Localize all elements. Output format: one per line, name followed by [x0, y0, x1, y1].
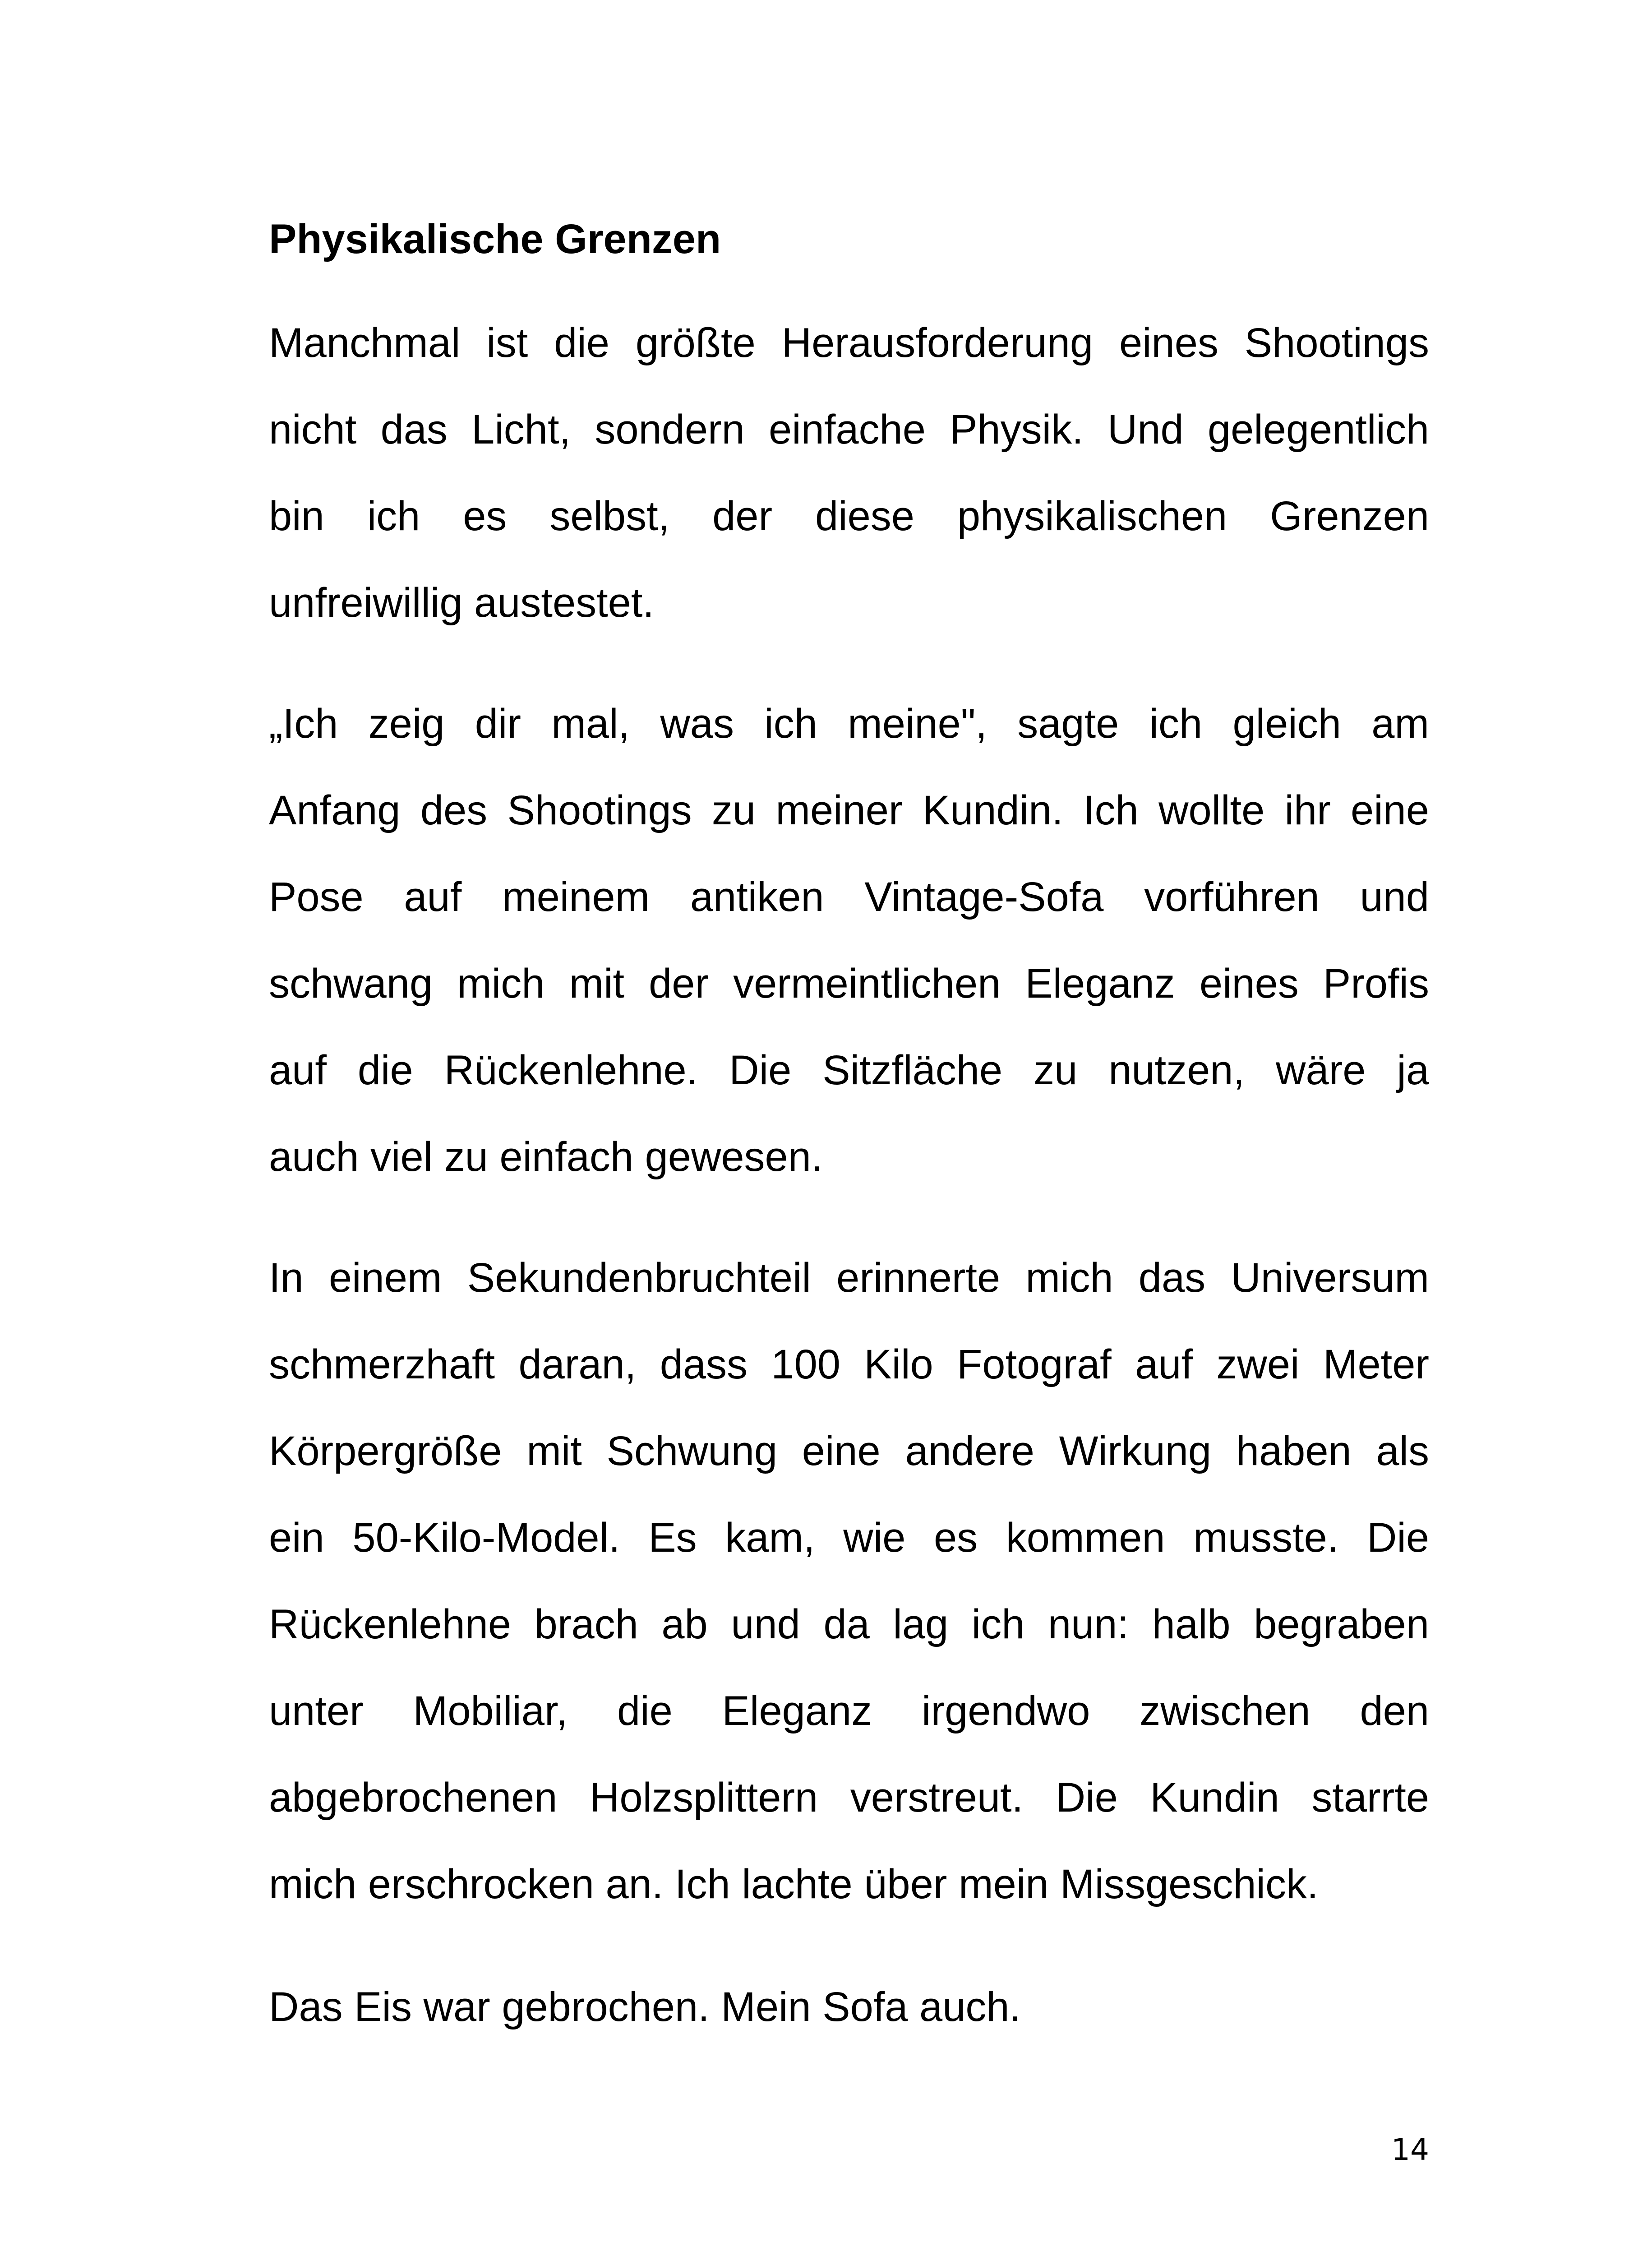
text-line: ein 50-Kilo-Model. Es kam, wie es kommen musste. Die — [269, 1515, 1429, 1561]
page-number: 14 — [1391, 2132, 1429, 2167]
text-line: „Ich zeig dir mal, was ich meine", sagte ich gleich am — [269, 701, 1429, 747]
text-line: Das Eis war gebrochen. Mein Sofa auch. — [269, 1984, 1021, 2030]
text-line: bin ich es selbst, der diese physikalischen Grenzen — [269, 493, 1429, 539]
paragraph — [269, 300, 1429, 646]
text-line: In einem Sekundenbruchteil erinnerte mich das Universum — [269, 1255, 1429, 1301]
text-line: Pose auf meinem antiken Vintage-Sofa vorführen und — [269, 874, 1429, 920]
text-line: Rückenlehne brach ab und da lag ich nun: halb begraben — [269, 1601, 1429, 1647]
text-line: unfreiwillig austestet. — [269, 580, 654, 626]
paragraph — [269, 680, 1429, 1200]
text-line: Manchmal ist die größte Herausforderung eines Shootings — [269, 320, 1429, 366]
text-line: Anfang des Shootings zu meiner Kundin. Ich wollte ihr eine — [269, 787, 1429, 833]
text-line: mich erschrocken an. Ich lachte über mein Missgeschick. — [269, 1861, 1319, 1907]
paragraph — [269, 1234, 1429, 1928]
text-line: nicht das Licht, sondern einfache Physik. Und gelegentlich — [269, 407, 1429, 453]
text-line: schwang mich mit der vermeintlichen Eleganz eines Profis — [269, 961, 1429, 1007]
paragraph — [269, 1964, 1429, 2050]
text-line: schmerzhaft daran, dass 100 Kilo Fotograf auf zwei Meter — [269, 1341, 1429, 1387]
section-heading: Physikalische Grenzen — [269, 216, 721, 262]
text-line: abgebrochenen Holzsplittern verstreut. Die Kundin starrte — [269, 1775, 1429, 1821]
text-line: unter Mobiliar, die Eleganz irgendwo zwischen den — [269, 1688, 1429, 1734]
text-line: auch viel zu einfach gewesen. — [269, 1134, 823, 1180]
text-line: auf die Rückenlehne. Die Sitzfläche zu nutzen, wäre ja — [269, 1047, 1429, 1093]
text-line: Körpergröße mit Schwung eine andere Wirkung haben als — [269, 1428, 1429, 1474]
